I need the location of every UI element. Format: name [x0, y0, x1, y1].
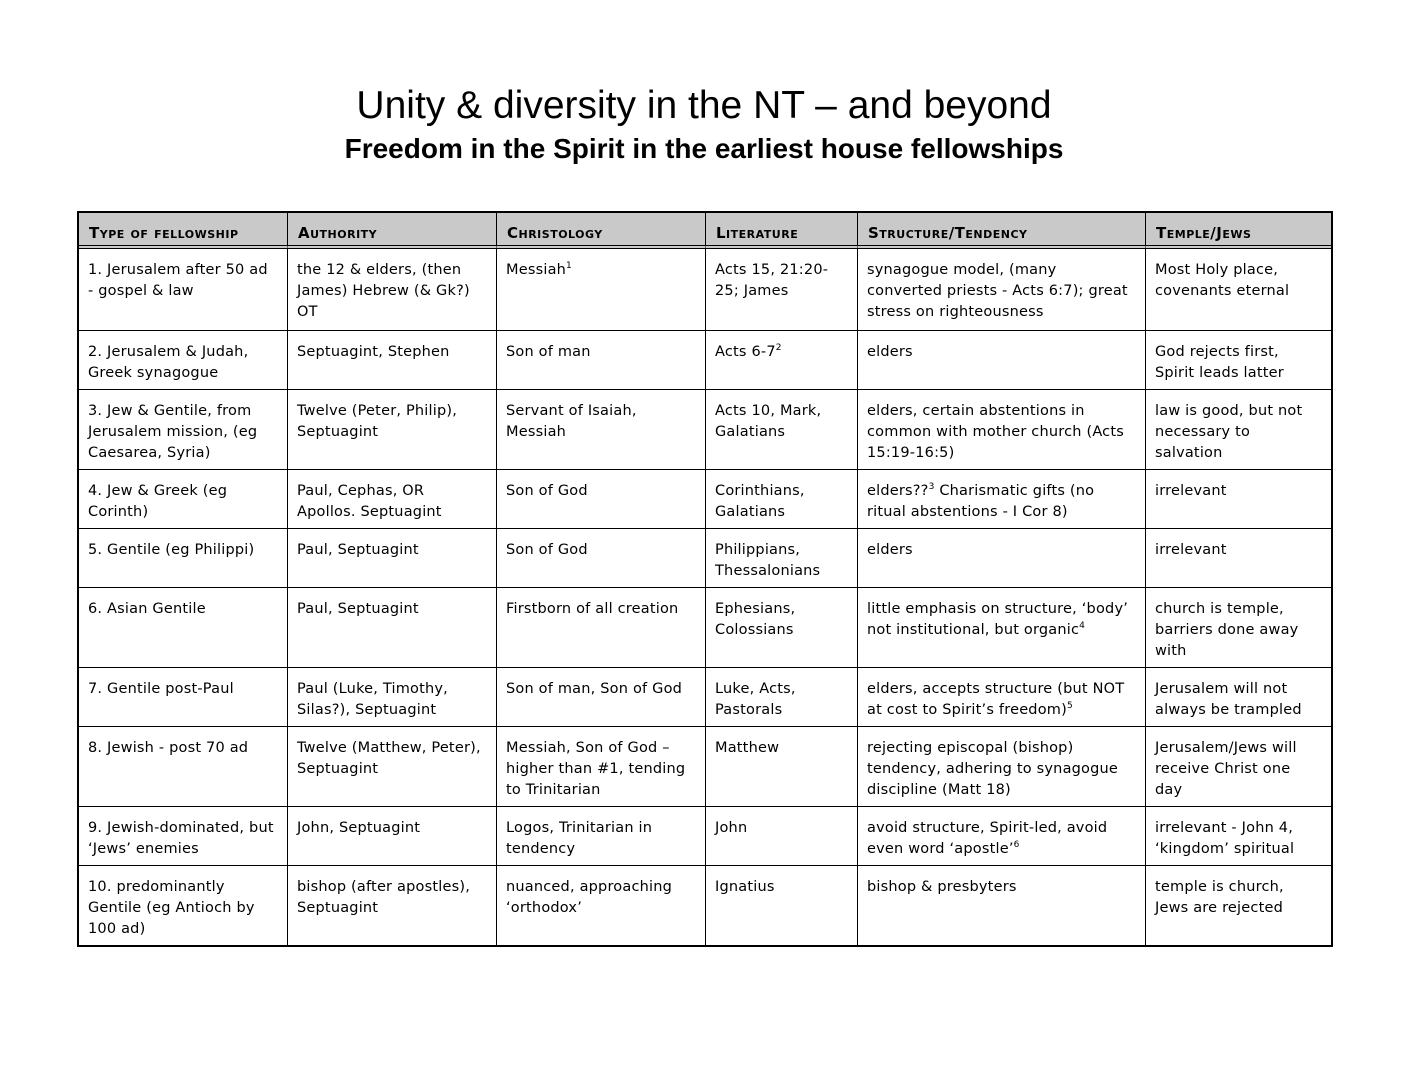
cell-structure: elders [858, 529, 1146, 588]
cell-type: 1. Jerusalem after 50 ad - gospel & law [79, 249, 288, 331]
cell-authority: Paul, Cephas, OR Apollos. Septuagint [288, 470, 497, 529]
table-row [79, 249, 1331, 331]
cell-structure: synagogue model, (many converted priests - Acts 6:7); great stress on righteousness [858, 249, 1146, 331]
cell-type: 7. Gentile post-Paul [79, 668, 288, 727]
cell-type: 9. Jewish-dominated, but ‘Jews’ enemies [79, 807, 288, 866]
cell-christology: Firstborn of all creation [497, 588, 706, 668]
cell-christology: Logos, Trinitarian in tendency [497, 807, 706, 866]
cell-temple: irrelevant [1146, 470, 1331, 529]
cell-type: 5. Gentile (eg Philippi) [79, 529, 288, 588]
footnote-ref: 4 [1079, 621, 1086, 632]
footnote-ref: 2 [775, 343, 782, 354]
cell-structure: bishop & presbyters [858, 866, 1146, 945]
cell-text: Messiah [506, 262, 567, 278]
cell-structure: elders, certain abstentions in common with mother church (Acts 15:19-16:5) [858, 390, 1146, 470]
header-authority: Authority [288, 213, 497, 249]
cell-structure [858, 470, 1146, 529]
cell-literature: Corinthians, Galatians [706, 470, 858, 529]
page-title: Unity & diversity in the NT – and beyond [356, 84, 1052, 127]
table-row [79, 727, 1331, 807]
cell-christology: Son of man [497, 331, 706, 390]
table-row [79, 807, 1331, 866]
cell-literature: Acts 15, 21:20-25; James [706, 249, 858, 331]
cell-temple: Jerusalem/Jews will receive Christ one day [1146, 727, 1331, 807]
page-subtitle: Freedom in the Spirit in the earliest house fellowships [344, 133, 1064, 164]
cell-literature: Acts 10, Mark, Galatians [706, 390, 858, 470]
cell-structure: elders [858, 331, 1146, 390]
cell-temple: temple is church, Jews are rejected [1155, 879, 1284, 916]
footnote-ref: 5 [1066, 701, 1073, 712]
footnote-ref: 1 [566, 261, 572, 272]
cell-authority: Paul (Luke, Timothy, Silas?), Septuagint [288, 668, 497, 727]
cell-christology: nuanced, approaching ‘orthodox’ [497, 866, 706, 945]
cell-type: 4. Jew & Greek (eg Corinth) [79, 470, 288, 529]
header-christology: Christology [497, 213, 706, 249]
cell-type: 6. Asian Gentile [79, 588, 288, 668]
cell-type: 3. Jew & Gentile, from Jerusalem mission, (eg Caesarea, Syria) [79, 390, 288, 470]
header-temple: Temple/Jews [1146, 213, 1331, 249]
cell-temple: irrelevant - John 4, ‘kingdom’ spiritual [1146, 807, 1331, 866]
table-row [79, 390, 1331, 470]
table-row [79, 866, 1331, 945]
cell-temple: God rejects first, Spirit leads latter [1146, 331, 1331, 390]
cell-temple: law is good, but not necessary to salvation [1146, 390, 1331, 470]
table-header-row [79, 213, 1331, 249]
cell-type: 8. Jewish - post 70 ad [79, 727, 288, 807]
cell-authority: the 12 & elders, (then James) Hebrew (& Gk?) OT [288, 249, 497, 331]
cell-authority: Twelve (Matthew, Peter), Septuagint [288, 727, 497, 807]
cell-literature: John [706, 807, 858, 866]
cell-literature: Luke, Acts, Pastorals [706, 668, 858, 727]
table-row [79, 668, 1331, 727]
cell-authority: John, Septuagint [288, 807, 497, 866]
cell-text: elders, accepts structure (but NOT at cost to Spirit’s freedom) [867, 681, 1125, 718]
cell-authority: Paul, Septuagint [288, 588, 497, 668]
header-structure: Structure/Tendency [858, 213, 1146, 249]
cell-christology [497, 249, 706, 331]
cell-literature: Ephesians, Colossians [706, 588, 858, 668]
cell-authority: Septuagint, Stephen [288, 331, 497, 390]
cell-christology: Servant of Isaiah, Messiah [497, 390, 706, 470]
cell-authority: Paul, Septuagint [288, 529, 497, 588]
cell-literature [706, 331, 858, 390]
cell-structure [858, 668, 1146, 727]
fellowship-table [77, 211, 1333, 947]
cell-text: Acts 6-7 [715, 344, 776, 360]
table-row [79, 470, 1331, 529]
cell-temple: Jerusalem will not always be trampled [1146, 668, 1331, 727]
cell-text: little emphasis on structure, ‘body’ not institutional, but organic [867, 601, 1129, 638]
cell-temple: irrelevant [1146, 529, 1331, 588]
header-literature: Literature [706, 213, 858, 249]
cell-structure [858, 807, 1146, 866]
cell-christology: Son of God [497, 470, 706, 529]
cell-text: elders?? [867, 483, 929, 499]
table-row [79, 529, 1331, 588]
cell-christology: Son of God [497, 529, 706, 588]
cell-literature: Ignatius [706, 866, 858, 945]
cell-authority: Twelve (Peter, Philip), Septuagint [288, 390, 497, 470]
cell-type: 2. Jerusalem & Judah, Greek synagogue [79, 331, 288, 390]
table-row [79, 331, 1331, 390]
cell-christology: Messiah, Son of God – higher than #1, tending to Trinitarian [497, 727, 706, 807]
cell-temple: church is temple, barriers done away with [1146, 588, 1331, 668]
cell-temple: Most Holy place, covenants eternal [1146, 249, 1331, 331]
cell-authority: bishop (after apostles), Septuagint [288, 866, 497, 945]
cell-literature: Matthew [706, 727, 858, 807]
cell-text: Charismatic gifts (no ritual abstentions - I Cor 8) [867, 483, 1095, 520]
footnote-ref: 3 [928, 482, 935, 493]
cell-structure [858, 588, 1146, 668]
header-type: Type of fellowship [79, 213, 288, 249]
cell-type: 10. predominantly Gentile (eg Antioch by 100 ad) [79, 866, 288, 945]
table-row [79, 588, 1331, 668]
cell-structure: rejecting episcopal (bishop) tendency, adhering to synagogue discipline (Matt 18) [858, 727, 1146, 807]
cell-literature: Philippians, Thessalonians [706, 529, 858, 588]
footnote-ref: 6 [1013, 840, 1020, 851]
cell-text: avoid structure, Spirit-led, avoid even word ‘apostle’ [867, 820, 1108, 857]
cell-christology: Son of man, Son of God [497, 668, 706, 727]
